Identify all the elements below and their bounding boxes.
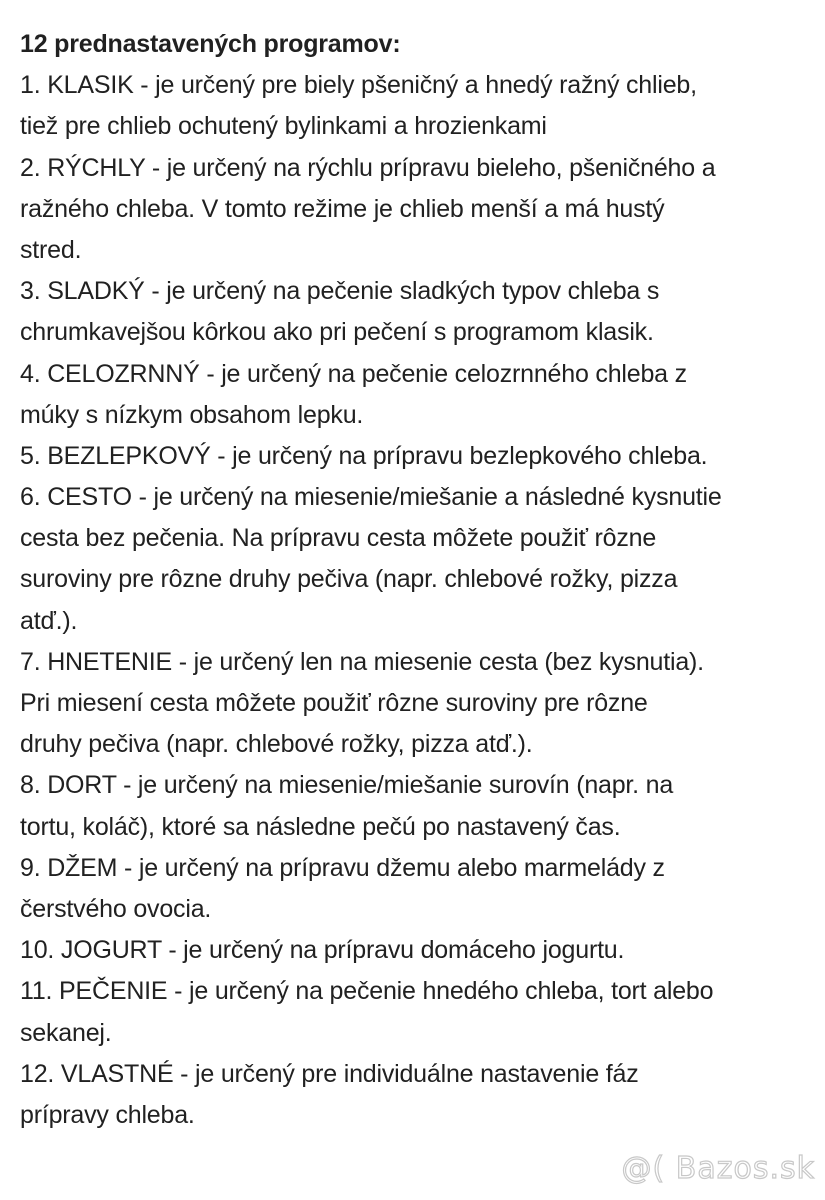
- bazos-watermark: @( Bazos.sk: [621, 1151, 815, 1186]
- program-line: druhy pečiva (napr. chlebové rožky, pizza atď.).: [20, 730, 533, 759]
- program-line: chrumkavejšou kôrkou ako pri pečení s programom klasik.: [20, 318, 654, 347]
- program-line: 8. DORT - je určený na miesenie/miešanie surovín (napr. na: [20, 771, 674, 800]
- program-item: [20, 1054, 820, 1136]
- program-line: 7. HNETENIE - je určený len na miesenie cesta (bez kysnutia).: [20, 647, 704, 676]
- program-item: [20, 642, 820, 766]
- program-line: 4. CELOZRNNÝ - je určený na pečenie celozrnného chleba z: [20, 359, 687, 388]
- program-line: suroviny pre rôzne druhy pečiva (napr. chlebové rožky, pizza: [20, 565, 678, 594]
- program-line: cesta bez pečenia. Na prípravu cesta môžete použiť rôzne: [20, 524, 657, 553]
- program-line: múky s nízkym obsahom lepku.: [20, 400, 364, 429]
- program-item: [20, 971, 820, 1053]
- program-item: [20, 930, 820, 971]
- program-item: [20, 436, 820, 477]
- document-body: [20, 24, 820, 1136]
- program-line: 9. DŽEM - je určený na prípravu džemu alebo marmelády z: [20, 853, 665, 882]
- document-title: 12 prednastavených programov:: [20, 30, 401, 58]
- program-line: atď.).: [20, 606, 78, 635]
- program-item: [20, 271, 820, 353]
- program-line: Pri miesení cesta môžete použiť rôzne suroviny pre rôzne: [20, 689, 648, 717]
- program-line: 1. KLASIK - je určený pre biely pšeničný a hnedý ražný chlieb,: [20, 71, 697, 100]
- program-line: čerstvého ovocia.: [20, 894, 212, 923]
- program-item: [20, 148, 820, 272]
- program-line: 6. CESTO - je určený na miesenie/miešanie a následné kysnutie: [20, 483, 722, 512]
- program-item: [20, 65, 820, 147]
- program-line: tortu, koláč), ktoré sa následne pečú po nastavený čas.: [20, 812, 621, 841]
- program-line: 2. RÝCHLY - je určený na rýchlu prípravu bieleho, pšeničného a: [20, 153, 716, 182]
- program-line: stred.: [20, 235, 82, 264]
- program-line: 10. JOGURT - je určený na prípravu domáceho jogurtu.: [20, 936, 625, 965]
- program-line: prípravy chleba.: [20, 1100, 195, 1129]
- program-line: 12. VLASTNÉ - je určený pre individuálne nastavenie fáz: [20, 1059, 639, 1088]
- program-line: 3. SLADKÝ - je určený na pečenie sladkých typov chleba s: [20, 277, 660, 306]
- program-line: sekanej.: [20, 1018, 112, 1047]
- program-item: [20, 477, 820, 642]
- program-line: 11. PEČENIE - je určený na pečenie hnedého chleba, tort alebo: [20, 977, 714, 1006]
- program-line: 5. BEZLEPKOVÝ - je určený na prípravu bezlepkového chleba.: [20, 441, 708, 470]
- program-item: [20, 765, 820, 847]
- program-item: [20, 848, 820, 930]
- program-line: ražného chleba. V tomto režime je chlieb menší a má hustý: [20, 194, 665, 223]
- program-item: [20, 354, 820, 436]
- program-line: tiež pre chlieb ochutený bylinkami a hrozienkami: [20, 112, 547, 141]
- program-list: [20, 65, 820, 1136]
